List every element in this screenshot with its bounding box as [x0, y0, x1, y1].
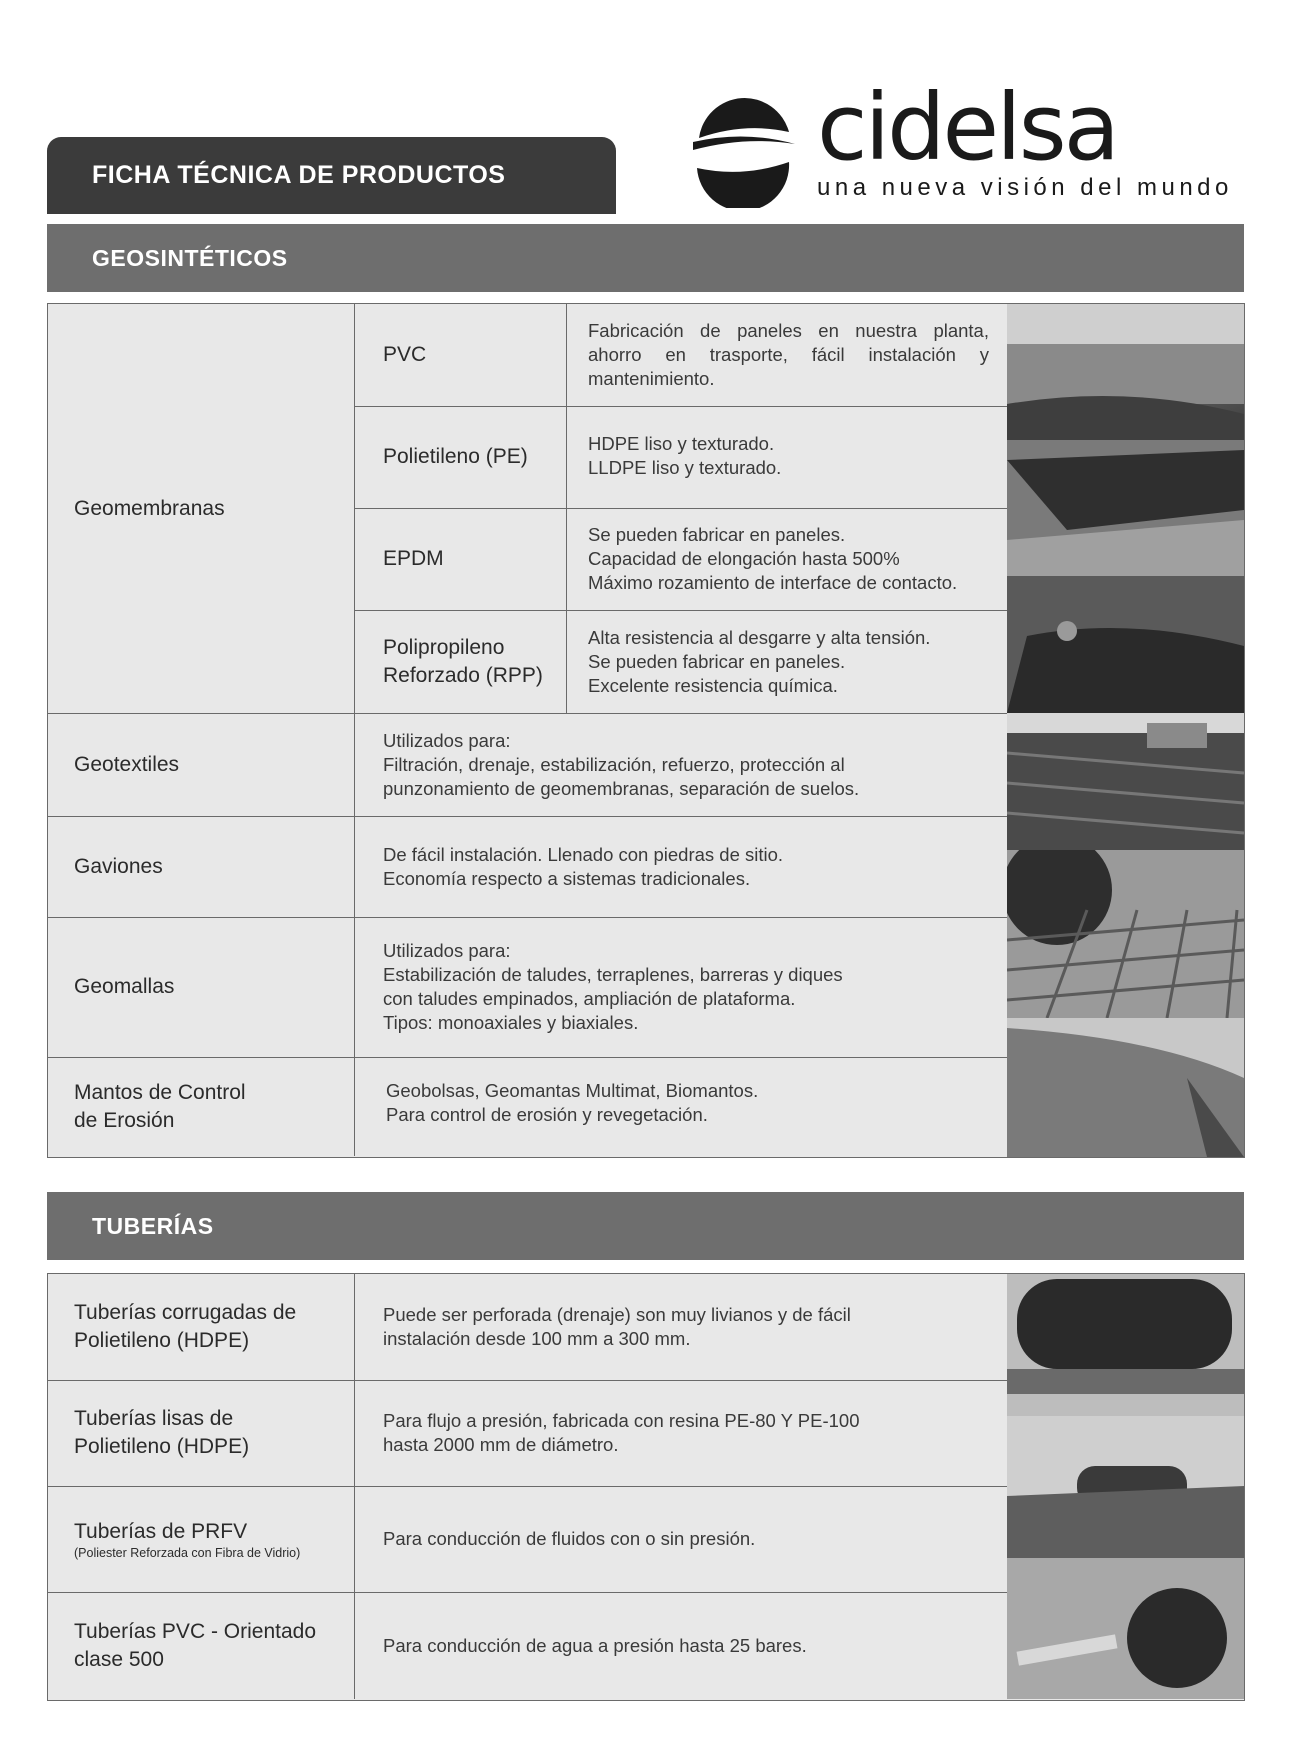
cidelsa-logo: [685, 74, 1233, 206]
desc-mantos-text: [386, 1079, 758, 1127]
desc-line: Puede ser perforada (drenaje) son muy livianos y de fácil: [383, 1304, 851, 1325]
desc-line: Para flujo a presión, fabricada con resina PE-80 Y PE-100: [383, 1410, 860, 1431]
label-mantos: [74, 1079, 246, 1135]
section-title: GEOSINTÉTICOS: [92, 244, 288, 271]
logo-swoosh-icon: [685, 92, 801, 208]
label-lisas: [74, 1405, 249, 1461]
desc-line: Se pueden fabricar en paneles.: [588, 524, 846, 545]
logo-wordmark: cidelsa: [817, 74, 1118, 181]
desc-line: Utilizados para:: [383, 729, 511, 751]
desc-line: Geobolsas, Geomantas Multimat, Biomantos.: [386, 1080, 759, 1101]
label-rpp: [383, 634, 543, 690]
label-gaviones: Gaviones: [74, 854, 163, 878]
desc-pvc-text: Fabricación de paneles en nuestra planta, ahorro en trasporte, fácil instalación y mantenimiento.: [588, 320, 989, 389]
desc-prfv: [354, 1486, 1007, 1592]
desc-line: Economía respecto a sistemas tradicionales.: [383, 867, 751, 889]
label-line: clase 500: [74, 1647, 164, 1671]
desc-pe: [566, 406, 1007, 508]
sub-label-epdm: [354, 508, 566, 610]
desc-line: Excelente resistencia química.: [588, 674, 838, 696]
row-label-pvco: [48, 1592, 354, 1699]
row-label-prfv: [48, 1486, 354, 1592]
geosinteticos-table: [47, 303, 1245, 1158]
desc-line: punzonamiento de geomembranas, separación de suelos.: [383, 777, 860, 799]
sub-label-pvc: [354, 304, 566, 406]
label-corrugadas: [74, 1299, 296, 1355]
row-label-gaviones: [48, 816, 354, 917]
label-epdm: EPDM: [383, 547, 444, 570]
desc-line: Para control de erosión y revegetación.: [386, 1104, 708, 1125]
desc-pe-text: [588, 432, 781, 480]
row-label-geomallas: [48, 917, 354, 1057]
desc-line: instalación desde 100 mm a 300 mm.: [383, 1328, 691, 1349]
label-geomallas: Geomallas: [74, 975, 175, 998]
sub-label-rpp: [354, 610, 566, 713]
row-label-geotextiles: [48, 713, 354, 816]
desc-line: Utilizados para:: [383, 940, 511, 961]
photo-liner-installation: [1007, 440, 1244, 576]
desc-corrugadas-text: [383, 1303, 851, 1351]
label-line: Polietileno (HDPE): [74, 1435, 250, 1458]
label-line: Polietileno (HDPE): [74, 1329, 250, 1352]
row-label-geomembranas: [48, 304, 354, 713]
desc-epdm: [566, 508, 1007, 610]
section-bar-geosinteticos: [47, 224, 1244, 292]
desc-prfv-text: Para conducción de fluidos con o sin presión.: [383, 1528, 756, 1549]
desc-epdm-text: [588, 523, 957, 595]
page-title-bar: [47, 137, 616, 214]
section-bar-tuberias: [47, 1192, 1244, 1260]
label-subtitle: (Poliester Reforzada con Fibra de Vidrio): [74, 1545, 301, 1560]
photo-erosion-slope: [1007, 1018, 1244, 1157]
desc-rpp-text: [588, 626, 930, 698]
desc-pvco-text: Para conducción de agua a presión hasta 25 bares.: [383, 1634, 807, 1656]
desc-line: Se pueden fabricar en paneles.: [588, 650, 846, 672]
desc-line: HDPE liso y texturado.: [588, 433, 775, 454]
row-label-mantos: [48, 1057, 354, 1156]
desc-line: con taludes empinados, ampliación de plataforma.: [383, 988, 796, 1009]
label-line: Mantos de Control: [74, 1080, 246, 1104]
desc-pvco: [354, 1592, 1007, 1699]
tuberias-table: [47, 1273, 1245, 1701]
label-line: Tuberías PVC - Orientado: [74, 1619, 316, 1643]
label-geotextiles: Geotextiles: [74, 752, 180, 776]
desc-line: De fácil instalación. Llenado con piedras de sitio.: [383, 843, 784, 865]
label-line: Tuberías lisas de: [74, 1407, 234, 1430]
label-pe: Polietileno (PE): [383, 445, 528, 468]
label-prfv: [74, 1518, 300, 1561]
photo-pvc-pipe-loader: [1007, 1558, 1244, 1699]
label-pvc: PVC: [383, 343, 427, 366]
desc-lisas-text: [383, 1409, 860, 1457]
row-label-lisas: [48, 1380, 354, 1486]
label-line: Tuberías de PRFV: [74, 1519, 248, 1543]
desc-geotextiles-text: [383, 729, 859, 801]
page-title: FICHA TÉCNICA DE PRODUCTOS: [92, 161, 506, 189]
section-title: TUBERÍAS: [92, 1212, 214, 1239]
label-pvco: [74, 1618, 316, 1674]
desc-geomallas-text: [383, 939, 843, 1035]
desc-geomallas: [354, 917, 1007, 1057]
label-line: de Erosión: [74, 1108, 175, 1132]
desc-corrugadas: [354, 1274, 1007, 1380]
label-line: Polipropileno: [383, 635, 505, 659]
label-geomembranas: Geomembranas: [74, 496, 225, 520]
desc-line: Máximo rozamiento de interface de contacto.: [588, 572, 958, 593]
photo-workers-liner: [1007, 576, 1244, 713]
photo-geogrid-truck: [1007, 850, 1244, 1018]
desc-line: Estabilización de taludes, terraplenes, barreras y diques: [383, 964, 843, 985]
desc-line: Filtración, drenaje, estabilización, refuerzo, protección al: [383, 753, 845, 775]
desc-mantos: [354, 1057, 1007, 1156]
photo-pipe-excavator: [1007, 1416, 1244, 1558]
desc-geotextiles: [354, 713, 1007, 816]
desc-line: Tipos: monoaxiales y biaxiales.: [383, 1012, 639, 1033]
photo-gabion-wall: [1007, 713, 1244, 850]
label-line: Reforzado (RPP): [383, 663, 543, 687]
photo-pond: [1007, 304, 1244, 440]
logo-tagline: una nueva visión del mundo: [817, 174, 1233, 201]
desc-pvc: [566, 304, 1007, 406]
label-line: Tuberías corrugadas de: [74, 1301, 297, 1324]
desc-rpp: [566, 610, 1007, 713]
desc-gaviones-text: [383, 843, 783, 891]
photo-corrugated-pipe-truck: [1007, 1274, 1244, 1416]
desc-line: LLDPE liso y texturado.: [588, 457, 782, 478]
desc-gaviones: [354, 816, 1007, 917]
desc-line: hasta 2000 mm de diámetro.: [383, 1434, 619, 1455]
desc-line: Capacidad de elongación hasta 500%: [588, 548, 900, 569]
desc-line: Alta resistencia al desgarre y alta tensión.: [588, 626, 931, 648]
desc-lisas: [354, 1380, 1007, 1486]
sub-label-pe: [354, 406, 566, 508]
row-label-corrugadas: [48, 1274, 354, 1380]
